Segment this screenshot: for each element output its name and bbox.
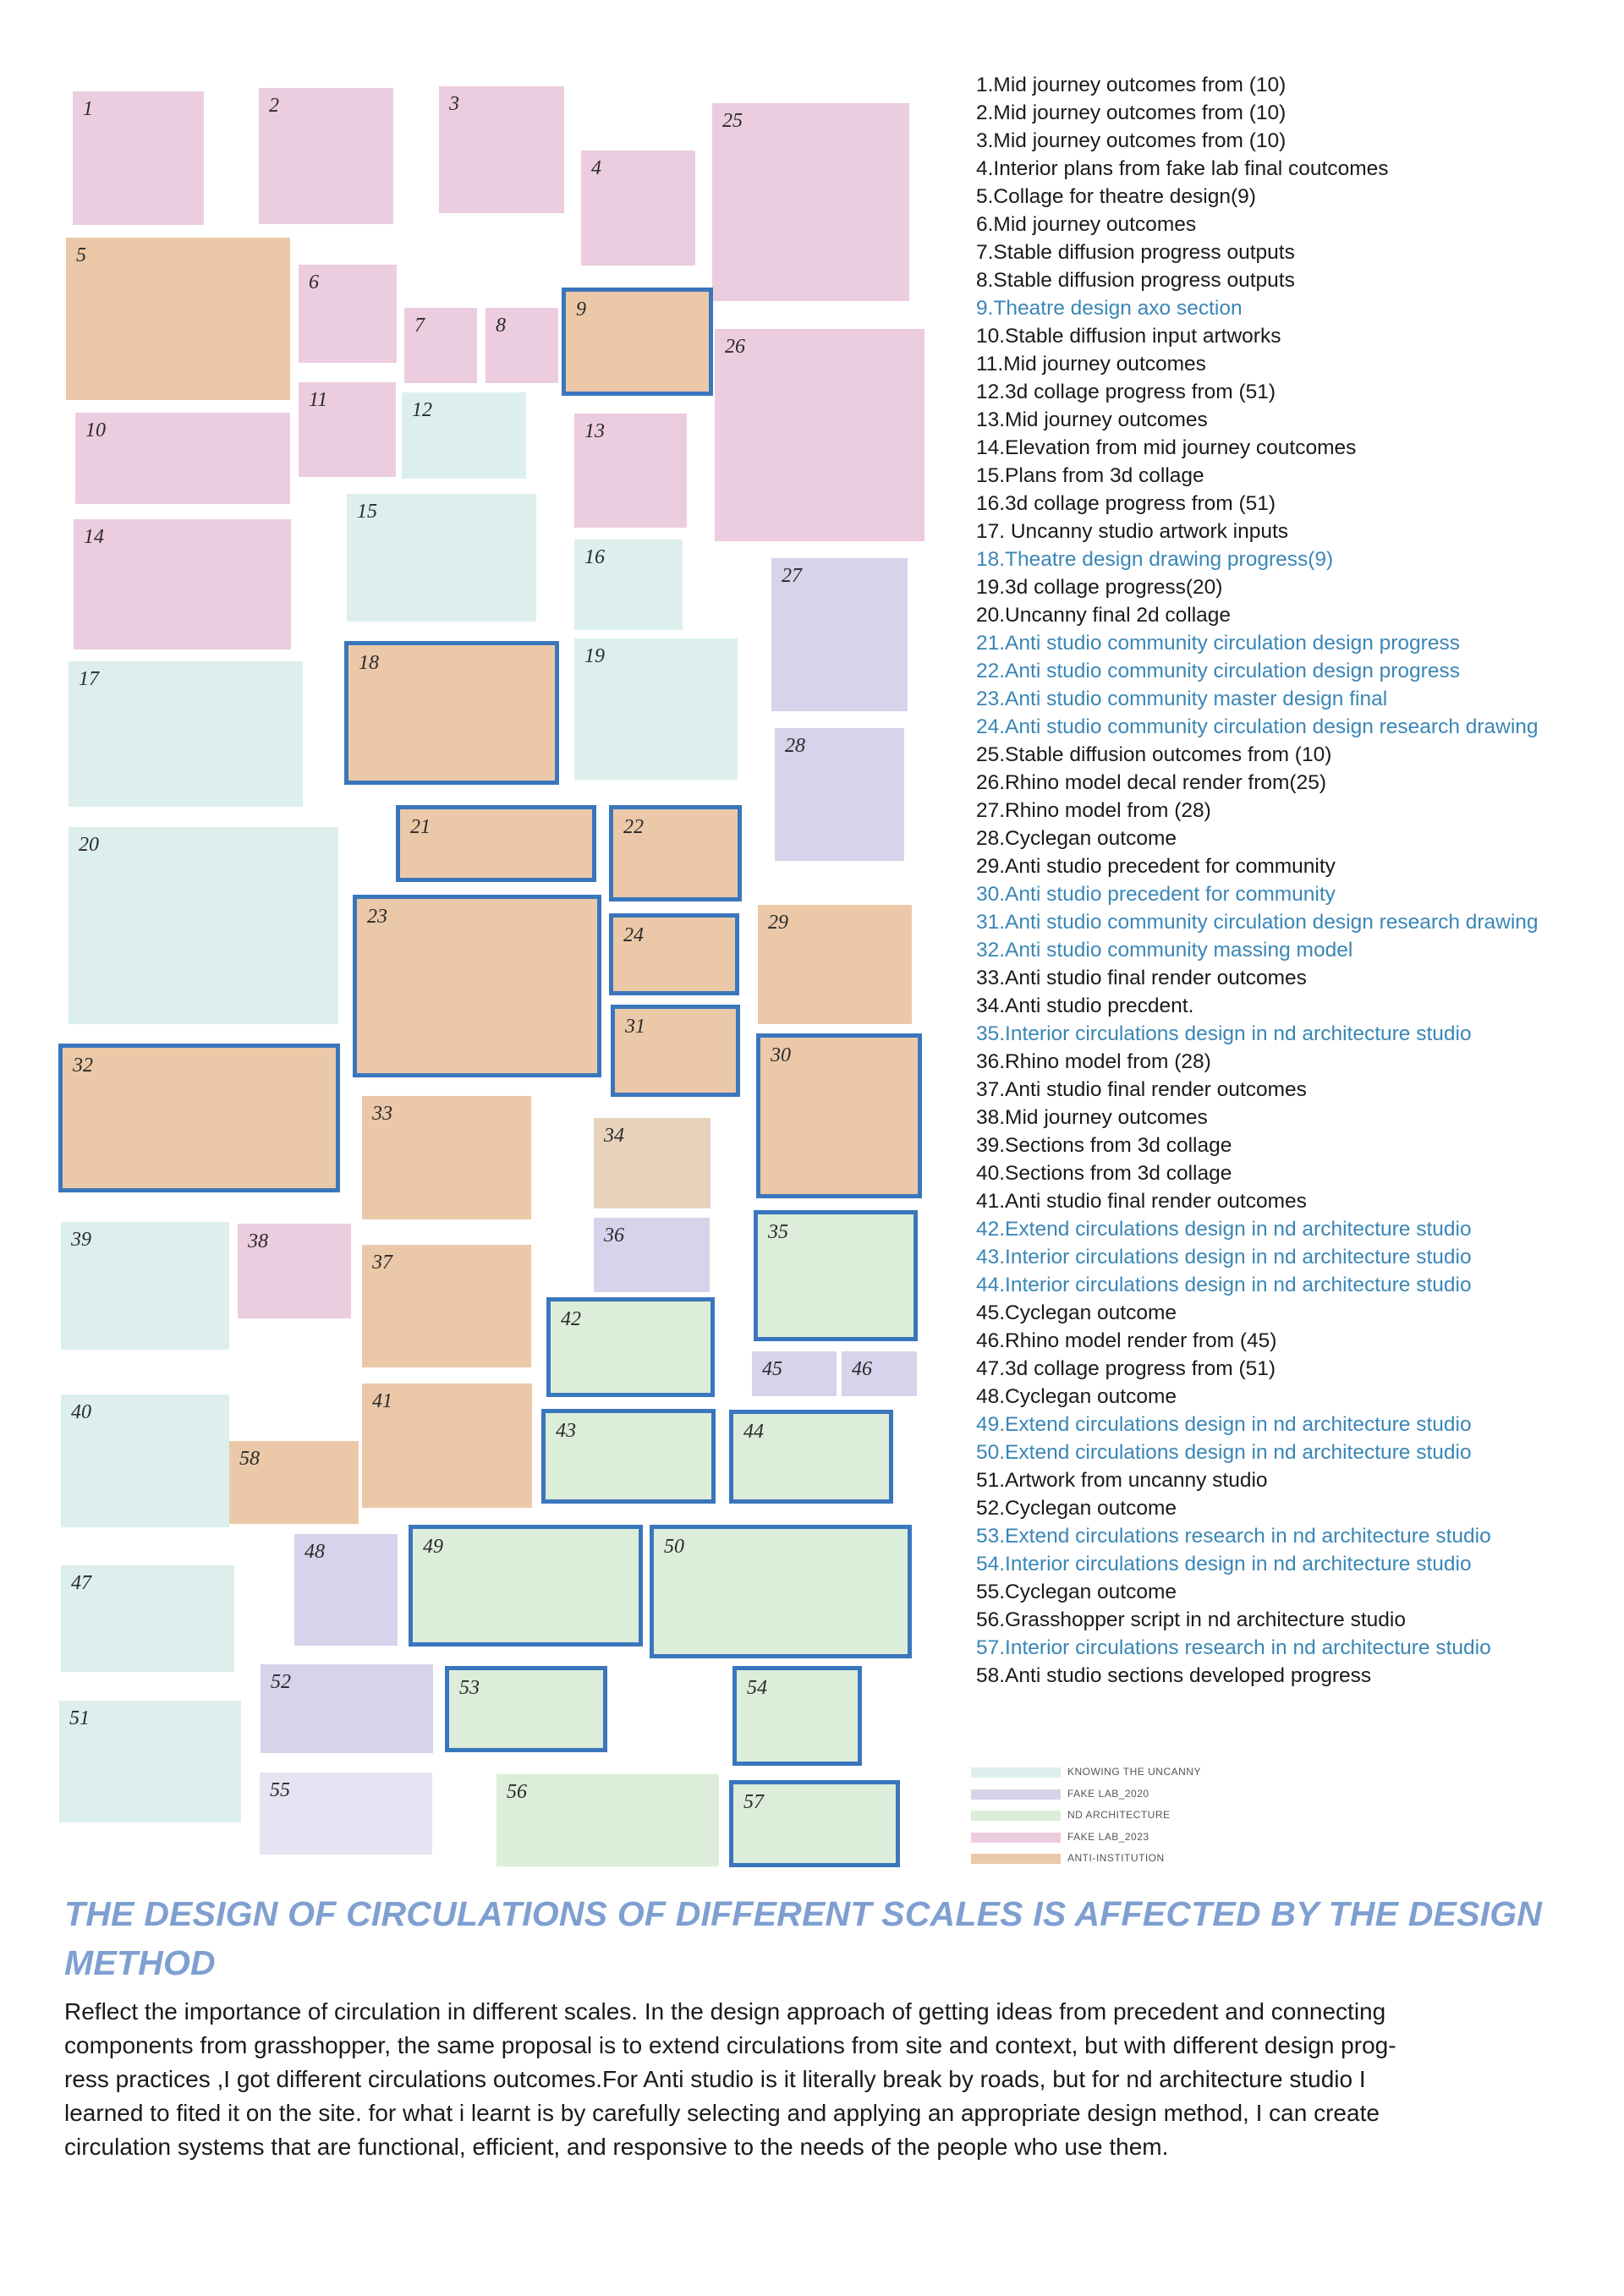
tile-number: 40: [71, 1401, 91, 1423]
list-item: 41.Anti studio final render outcomes: [976, 1190, 1307, 1213]
headline-line-1: THE DESIGN OF CIRCULATIONS OF DIFFERENT SCALES IS AFFECTED BY THE DESIGN: [64, 1894, 1543, 1933]
list-item: 47.3d collage progress from (51): [976, 1357, 1276, 1380]
tile-number: 17: [79, 668, 99, 690]
collage-tile-54: [732, 1666, 862, 1766]
list-item: 48.Cyclegan outcome: [976, 1385, 1177, 1408]
tile-number: 23: [367, 906, 387, 928]
tile-number: 20: [79, 834, 99, 856]
list-item: 24.Anti studio community circulation design research drawing: [976, 715, 1539, 738]
legend-label: FAKE LAB_2023: [1067, 1830, 1149, 1843]
collage-tile-40: [61, 1395, 229, 1527]
list-item: 7.Stable diffusion progress outputs: [976, 241, 1295, 264]
headline: [64, 1889, 1621, 1987]
legend-item: [971, 1788, 1276, 1810]
list-item: 32.Anti studio community massing model: [976, 939, 1353, 962]
collage-tile-5: [66, 238, 290, 400]
legend-label: ND ARCHITECTURE: [1067, 1809, 1171, 1821]
collage-tile-13: [574, 414, 687, 528]
collage-tile-8: [486, 308, 558, 383]
tile-number: 21: [410, 816, 431, 838]
tile-number: 29: [768, 912, 788, 934]
tile-number: 1: [83, 98, 93, 120]
tile-number: 58: [239, 1448, 260, 1470]
tile-number: 54: [747, 1677, 767, 1699]
body-paragraph: [64, 1995, 1519, 2164]
legend-swatch: [971, 1789, 1061, 1800]
list-item: 5.Collage for theatre design(9): [976, 185, 1256, 208]
tile-number: 44: [743, 1421, 764, 1443]
list-item: 31.Anti studio community circulation design research drawing: [976, 911, 1539, 934]
collage-tile-18: [344, 641, 559, 785]
tile-number: 45: [762, 1358, 782, 1380]
collage-tile-53: [445, 1666, 607, 1752]
collage-tile-27: [771, 558, 908, 711]
collage-tile-26: [715, 329, 924, 541]
legend-label: FAKE LAB_2020: [1067, 1787, 1149, 1800]
list-item: 14.Elevation from mid journey coutcomes: [976, 436, 1357, 459]
list-item: 57.Interior circulations research in nd architecture studio: [976, 1636, 1491, 1659]
tile-number: 48: [304, 1541, 325, 1563]
collage-tile-37: [362, 1245, 531, 1367]
list-item: 50.Extend circulations design in nd architecture studio: [976, 1441, 1472, 1464]
collage-tile-42: [546, 1297, 715, 1397]
list-item: 12.3d collage progress from (51): [976, 381, 1276, 403]
tile-number: 37: [372, 1252, 392, 1274]
tile-number: 18: [359, 652, 379, 674]
tile-number: 8: [496, 315, 506, 337]
list-item: 21.Anti studio community circulation design progress: [976, 632, 1460, 655]
legend-swatch: [971, 1854, 1061, 1864]
list-item: 39.Sections from 3d collage: [976, 1134, 1232, 1157]
list-item: 43.Interior circulations design in nd architecture studio: [976, 1246, 1472, 1269]
collage-tile-57: [729, 1780, 900, 1867]
list-item: 53.Extend circulations research in nd architecture studio: [976, 1525, 1491, 1548]
body-line: learned to fited it on the site. for what i learnt is by carefully selecting and applying an appropriate design method, I can create: [64, 2100, 1380, 2126]
list-item: 16.3d collage progress from (51): [976, 492, 1276, 515]
collage-tile-32: [58, 1044, 340, 1192]
legend: [971, 1766, 1276, 1874]
legend-label: ANTI-INSTITUTION: [1067, 1852, 1165, 1864]
item-list: [976, 71, 1619, 1690]
legend-item: [971, 1852, 1276, 1874]
legend-label: KNOWING THE UNCANNY: [1067, 1766, 1201, 1778]
tile-number: 42: [561, 1308, 581, 1330]
collage-tile-45: [752, 1351, 837, 1396]
legend-item: [971, 1766, 1276, 1788]
collage-tile-36: [594, 1218, 710, 1292]
list-item: 25.Stable diffusion outcomes from (10): [976, 743, 1332, 766]
collage-tile-4: [581, 151, 695, 266]
collage-tile-20: [69, 827, 338, 1024]
tile-number: 38: [248, 1230, 268, 1252]
collage-tile-16: [574, 540, 683, 630]
collage-tile-51: [59, 1701, 241, 1822]
collage-tile-10: [75, 413, 290, 504]
tile-number: 16: [584, 546, 605, 568]
tile-number: 36: [604, 1225, 624, 1247]
list-item: 26.Rhino model decal render from(25): [976, 771, 1326, 794]
list-item: 40.Sections from 3d collage: [976, 1162, 1232, 1185]
list-item: 22.Anti studio community circulation design progress: [976, 660, 1460, 682]
tile-number: 49: [423, 1536, 443, 1558]
collage-tile-2: [259, 88, 393, 224]
list-item: 54.Interior circulations design in nd architecture studio: [976, 1553, 1472, 1575]
list-item: 51.Artwork from uncanny studio: [976, 1469, 1268, 1492]
list-item: 23.Anti studio community master design final: [976, 688, 1388, 710]
list-item: 36.Rhino model from (28): [976, 1050, 1211, 1073]
collage-tile-6: [299, 265, 397, 363]
collage-tile-49: [409, 1525, 643, 1647]
legend-swatch: [971, 1767, 1061, 1778]
list-item: 45.Cyclegan outcome: [976, 1301, 1177, 1324]
tile-number: 15: [357, 501, 377, 523]
list-item: 18.Theatre design drawing progress(9): [976, 548, 1334, 571]
list-item: 13.Mid journey outcomes: [976, 408, 1208, 431]
collage-tile-17: [69, 661, 303, 807]
tile-number: 13: [584, 420, 605, 442]
tile-number: 25: [722, 110, 743, 132]
tile-number: 30: [771, 1044, 791, 1066]
list-item: 19.3d collage progress(20): [976, 576, 1223, 599]
tile-number: 4: [591, 157, 601, 179]
list-item: 49.Extend circulations design in nd architecture studio: [976, 1413, 1472, 1436]
tile-number: 56: [507, 1781, 527, 1803]
tile-number: 3: [449, 93, 459, 115]
collage-tile-7: [404, 308, 477, 383]
tile-number: 35: [768, 1221, 788, 1243]
collage-tile-46: [842, 1351, 917, 1396]
collage-tile-9: [562, 288, 713, 396]
collage-tile-11: [299, 382, 396, 477]
list-item: 27.Rhino model from (28): [976, 799, 1211, 822]
collage-tile-52: [261, 1664, 433, 1753]
collage-tile-34: [594, 1118, 710, 1208]
collage-tile-39: [61, 1222, 229, 1350]
collage-tile-41: [362, 1384, 532, 1508]
tile-number: 32: [73, 1055, 93, 1077]
collage-tile-55: [260, 1773, 432, 1855]
body-line: circulation systems that are functional, efficient, and responsive to the needs of the people who use them.: [64, 2134, 1169, 2160]
collage-tile-38: [238, 1224, 351, 1318]
body-line: Reflect the importance of circulation in different scales. In the design approach of getting ideas from precedent and connecting: [64, 1998, 1386, 2025]
collage-tile-43: [541, 1409, 716, 1504]
list-item: 44.Interior circulations design in nd architecture studio: [976, 1274, 1472, 1296]
list-item: 34.Anti studio precdent.: [976, 995, 1194, 1017]
list-item: 42.Extend circulations design in nd architecture studio: [976, 1218, 1472, 1241]
list-item: 29.Anti studio precedent for community: [976, 855, 1336, 878]
collage-tile-3: [439, 86, 564, 213]
collage-tile-56: [497, 1774, 719, 1866]
tile-number: 10: [85, 419, 106, 441]
collage-tile-15: [347, 494, 536, 622]
list-item: 38.Mid journey outcomes: [976, 1106, 1208, 1129]
list-item: 20.Uncanny final 2d collage: [976, 604, 1232, 627]
list-item: 56.Grasshopper script in nd architecture studio: [976, 1608, 1406, 1631]
tile-number: 22: [623, 816, 644, 838]
list-item: 2.Mid journey outcomes from (10): [976, 101, 1287, 124]
list-item: 1.Mid journey outcomes from (10): [976, 74, 1287, 96]
collage-tile-29: [758, 905, 912, 1024]
tile-number: 53: [459, 1677, 480, 1699]
list-item: 8.Stable diffusion progress outputs: [976, 269, 1295, 292]
list-item: 30.Anti studio precedent for community: [976, 883, 1336, 906]
tile-number: 43: [556, 1420, 576, 1442]
collage-tile-44: [729, 1410, 893, 1504]
body-line: components from grasshopper, the same proposal is to extend circulations from site and context, but with different design prog-: [64, 2032, 1396, 2058]
collage-tile-30: [756, 1033, 922, 1198]
tile-number: 47: [71, 1572, 91, 1594]
tile-number: 28: [785, 735, 805, 757]
list-item: 52.Cyclegan outcome: [976, 1497, 1177, 1520]
tile-number: 39: [71, 1229, 91, 1251]
tile-number: 51: [69, 1707, 90, 1729]
list-item: 15.Plans from 3d collage: [976, 464, 1204, 487]
collage-tile-24: [609, 913, 739, 995]
legend-swatch: [971, 1811, 1061, 1821]
tile-number: 6: [309, 271, 319, 293]
tile-number: 5: [76, 244, 86, 266]
list-item: 37.Anti studio final render outcomes: [976, 1078, 1307, 1101]
headline-line-2: METHOD: [64, 1943, 216, 1982]
collage-tile-12: [402, 392, 526, 479]
tile-number: 57: [743, 1791, 764, 1813]
list-item: 55.Cyclegan outcome: [976, 1581, 1177, 1603]
tile-number: 31: [625, 1016, 645, 1038]
collage-tile-47: [61, 1565, 234, 1672]
list-item: 28.Cyclegan outcome: [976, 827, 1177, 850]
collage-tile-21: [396, 805, 596, 882]
collage-tile-19: [574, 638, 738, 780]
collage-tile-50: [650, 1525, 912, 1658]
tile-number: 46: [852, 1358, 872, 1380]
collage-tile-58: [229, 1441, 359, 1524]
tile-number: 27: [782, 565, 802, 587]
tile-number: 19: [584, 645, 605, 667]
tile-number: 14: [84, 526, 104, 548]
tile-number: 12: [412, 399, 432, 421]
tile-number: 50: [664, 1536, 684, 1558]
tile-number: 55: [270, 1779, 290, 1801]
list-item: 33.Anti studio final render outcomes: [976, 967, 1307, 989]
list-item: 11.Mid journey outcomes: [976, 353, 1206, 375]
list-item: 17. Uncanny studio artwork inputs: [976, 520, 1289, 543]
collage-tile-14: [74, 519, 291, 649]
collage-tile-48: [294, 1534, 398, 1646]
collage-tile-28: [775, 728, 904, 861]
tile-number: 9: [576, 299, 586, 321]
collage-tile-1: [73, 91, 204, 225]
body-line: ress practices ,I got different circulations outcomes.For Anti studio is it literally break by roads, but for nd architecture studio I: [64, 2066, 1366, 2092]
list-item: 35.Interior circulations design in nd architecture studio: [976, 1022, 1472, 1045]
tile-number: 2: [269, 95, 279, 117]
collage-tile-23: [353, 895, 601, 1077]
tile-number: 26: [725, 336, 745, 358]
list-item: 10.Stable diffusion input artworks: [976, 325, 1281, 348]
list-item: 6.Mid journey outcomes: [976, 213, 1197, 236]
collage-tile-22: [609, 805, 742, 901]
tile-number: 11: [309, 389, 328, 411]
collage-tile-31: [611, 1005, 740, 1097]
list-item: 46.Rhino model render from (45): [976, 1329, 1277, 1352]
tile-number: 33: [372, 1103, 392, 1125]
legend-item: [971, 1831, 1276, 1853]
list-item: 9.Theatre design axo section: [976, 297, 1243, 320]
legend-swatch: [971, 1833, 1061, 1843]
collage-tile-35: [754, 1210, 918, 1341]
tile-number: 24: [623, 924, 644, 946]
collage-tile-25: [712, 103, 909, 301]
list-item: 3.Mid journey outcomes from (10): [976, 129, 1287, 152]
tile-number: 52: [271, 1671, 291, 1693]
tile-number: 7: [414, 315, 425, 337]
list-item: 4.Interior plans from fake lab final coutcomes: [976, 157, 1389, 180]
collage-tile-33: [362, 1096, 531, 1219]
legend-item: [971, 1809, 1276, 1831]
list-item: 58.Anti studio sections developed progress: [976, 1664, 1372, 1687]
tile-number: 41: [372, 1390, 392, 1412]
tile-number: 34: [604, 1125, 624, 1147]
